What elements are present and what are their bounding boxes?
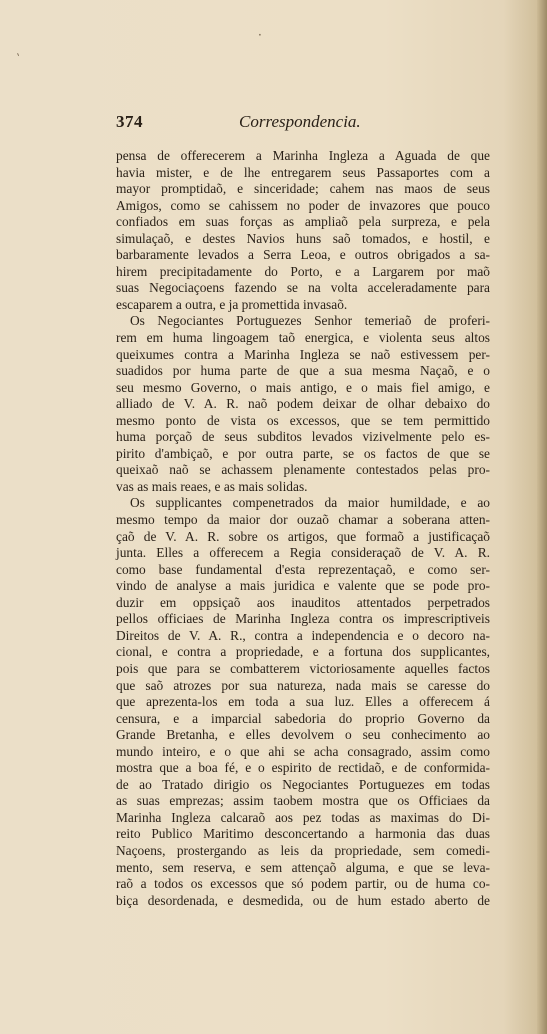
body-text [116,148,490,909]
text-line: mayor promptidaõ, e sinceridade; cahem nas maos de seus [116,181,490,197]
page-speck: ˋ [11,51,23,67]
text-line: mundo inteiro, e o que ahi se acha consagrado, assim como [116,743,490,759]
text-line: como base fundamental d'esta reprezentaçaõ, e como ser- [116,561,490,577]
text-line: queixumes contra a Marinha Ingleza se naõ estivessem per- [116,346,490,362]
text-line: mento, sem reserva, e sem attençaõ alguma, e que se leva- [116,859,490,875]
page-edge-shadow [537,0,547,1034]
text-line: censura, e a imparcial sabedoria do proprio Governo da [116,710,490,726]
text-line: çaõ de V. A. R. sobre os artigos, que formaõ a justificaçaõ [116,528,490,544]
text-line: rem em huma lingoagem taõ energica, e violenta seus altos [116,330,490,346]
text-line: pensa de offerecerem a Marinha Ingleza a Aguada de que [116,148,490,163]
text-line: reito Publico Maritimo desconcertando a harmonia das duas [116,826,490,842]
text-line: junta. Elles a offerecem a Regia consideraçaõ de V. A. R. [116,545,490,561]
text-line: biça desordenada, e desmedida, ou de hum estado aberto de [116,892,490,908]
text-line: mostra que a boa fé, e o espirito de rectidaõ, e de conformida- [116,760,490,776]
text-line: que saõ atrozes por sua natureza, nada mais se caresse do [116,677,490,693]
text-line: alliado de V. A. R. naõ podem deixar de olhar debaixo do [116,396,490,412]
page-header [116,112,486,136]
text-line: hirem precipitadamente do Porto, e a Largarem por maõ [116,263,490,279]
text-line: queixaõ naõ se achassem plenamente contestados pelas pro- [116,462,490,478]
text-line: Marinha Ingleza calcaraõ aos pez todas as maximas do Di- [116,809,490,825]
text-line: Direitos de V. A. R., contra a independencia e o decoro na- [116,627,490,643]
page-number: 374 [116,112,143,131]
text-line: que aprezenta-los em toda a sua luz. Elles a offerecem á [116,694,490,710]
text-line: Grande Bretanha, e elles devolvem o seu conhecimento ao [116,727,490,743]
text-line: mesmo tempo da maior dor ouzaõ chamar a soberana atten- [116,512,490,528]
text-line: Os supplicantes compenetrados da maior humildade, e ao [130,495,490,511]
text-line: havia mister, e de lhe entregarem seus Passaportes com a [116,164,490,180]
text-line: pirito d'ambiçaõ, e por outra parte, se os factos de que se [116,445,490,461]
text-line: Os Negociantes Portuguezes Senhor temeriaõ de proferi- [130,313,490,329]
text-line: cional, e contra a propriedade, e a fortuna dos supplicantes, [116,644,490,660]
text-line: seu mesmo Governo, o mais antigo, e o mais fiel amigo, e [116,379,490,395]
text-line: mesmo ponto de vista os excessos, que se tem permittido [116,412,490,428]
text-line: Naçoens, prostergando as leis da propriedade, sem comedi- [116,842,490,858]
text-line: pellos officiaes de Marinha Ingleza contra os imprescriptiveis [116,611,490,627]
text-line: suadidos por huma parte de que a sua mesma Naçaõ, e o [116,363,490,379]
text-line: as suas emprezas; assim taobem mostra que os Officiaes da [116,793,490,809]
text-line: vindo de analyse a mais juridica e valente que se pode pro- [116,578,490,594]
paragraph [116,313,490,495]
text-line: duzir em oppsiçaõ aos inauditos attentados perpetrados [116,594,490,610]
text-line: de ao Tratado dirigio os Negociantes Portuguezes em todas [116,776,490,792]
page-speck: · [258,28,262,42]
text-line: confiados em suas forças as ampliaõ pela surpreza, e pela [116,214,490,230]
text-line: raõ a todos os excessos que só podem partir, ou de huma co- [116,876,490,892]
text-line: Amigos, como se cahissem no poder de invazores que pouco [116,197,490,213]
text-line: simulaçaõ, e destes Navios huns saõ tomados, e hostil, e [116,230,490,246]
text-line: escaparem a outra, e ja promettida invasaõ. [116,296,348,312]
paragraph [116,148,490,313]
text-line: barbaramente levados a Serra Leoa, e outros obrigados a sa- [116,247,490,263]
text-line: suas Negociaçoens fazendo se na volta acceleradamente para [116,280,490,296]
text-line: vas as mais reaes, e as mais solidas. [116,478,308,494]
running-title: Correspondencia. [239,112,361,131]
text-line: pois que para se combatterem victoriosamente aquelles factos [116,660,490,676]
paragraph [116,495,490,909]
text-line: huma porçaõ de seus subditos levados vizivelmente pelo es- [116,429,490,445]
